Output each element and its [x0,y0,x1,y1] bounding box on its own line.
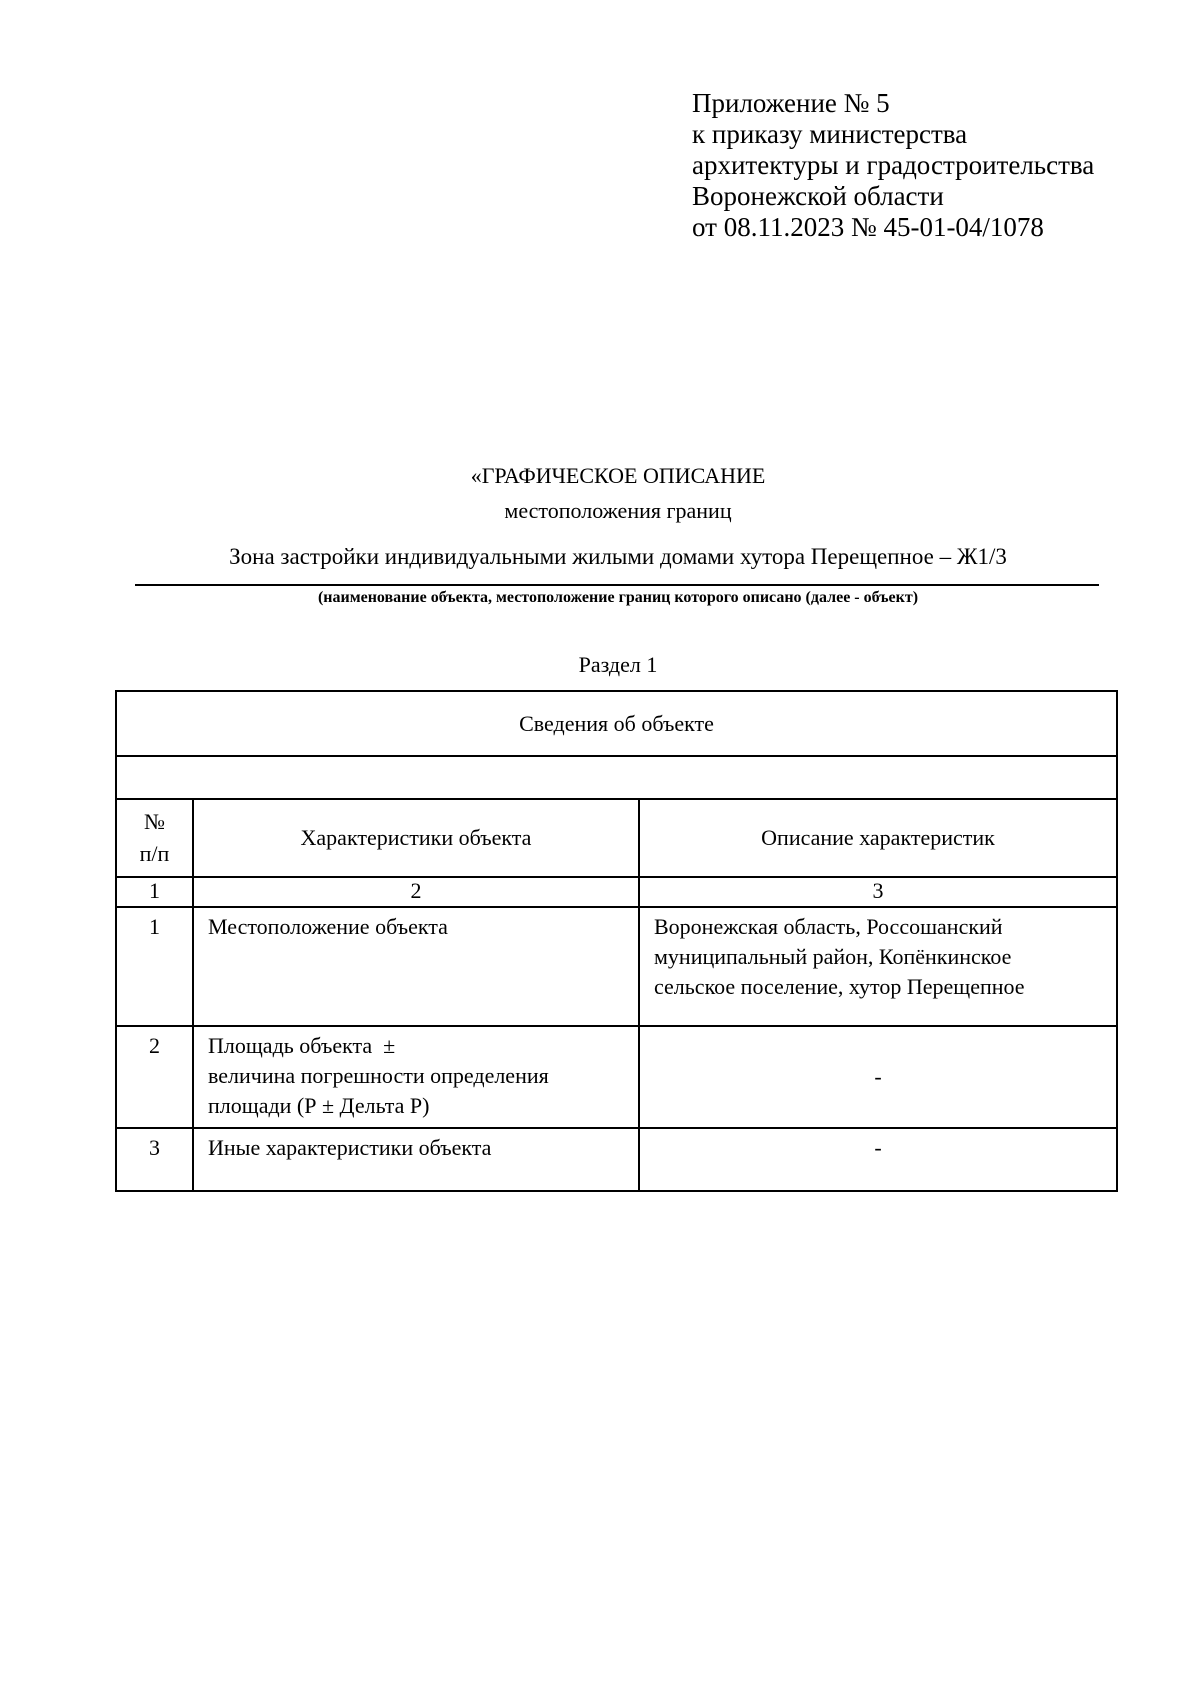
description-line: Воронежская область, Россошанский [654,914,1003,939]
characteristic-line: величина погрешности определения [208,1063,549,1088]
object-info-table [115,690,1118,1192]
table-header-row [116,799,1117,877]
index-cell: 1 [116,877,193,907]
object-name: Зона застройки индивидуальными жилыми домами хутора Перещепное – Ж1/3 [229,544,1007,569]
table-row [116,1128,1117,1191]
appendix-date-line: от 08.11.2023 № 45-01-04/1078 [692,212,1044,242]
header-num: № п/п [116,799,193,877]
characteristic-line: площади (Р ± Дельта Р) [208,1093,430,1118]
object-note: (наименование объекта, местоположение границ которого описано (далее - объект) [317,589,919,606]
table-row [116,1026,1117,1128]
table-index-row [116,877,1117,907]
table-title: Сведения об объекте [116,691,1117,756]
object-underline [135,584,1099,586]
row-description: - [639,1026,1117,1128]
row-description: - [639,1128,1117,1191]
index-cell: 2 [193,877,639,907]
empty-cell [116,756,1117,799]
document-subtitle: местоположения границ [504,498,732,523]
row-characteristic [193,1026,639,1128]
appendix-number: Приложение № 5 [692,88,890,118]
row-characteristic: Местоположение объекта [193,907,639,1026]
description-line: муниципальный район, Копёнкинское [654,944,1012,969]
row-number: 2 [116,1026,193,1128]
description-line: сельское поселение, хутор Перещепное [654,974,1025,999]
index-cell: 3 [639,877,1117,907]
appendix-header [692,88,1094,243]
header-characteristic: Характеристики объекта [193,799,639,877]
header-description: Описание характеристик [639,799,1117,877]
table-row [116,907,1117,1026]
characteristic-line: Площадь объекта ± [208,1033,396,1058]
table-empty-row [116,756,1117,799]
document-title: «ГРАФИЧЕСКОЕ ОПИСАНИЕ [470,463,766,488]
row-number: 3 [116,1128,193,1191]
table-title-row [116,691,1117,756]
appendix-order-line: к приказу министерства [692,119,968,149]
row-description [639,907,1117,1026]
row-characteristic: Иные характеристики объекта [193,1128,639,1191]
section-label: Раздел 1 [578,652,658,677]
row-number: 1 [116,907,193,1026]
appendix-region-line: Воронежской области [692,181,944,211]
appendix-ministry-line: архитектуры и градостроительства [692,150,1095,180]
